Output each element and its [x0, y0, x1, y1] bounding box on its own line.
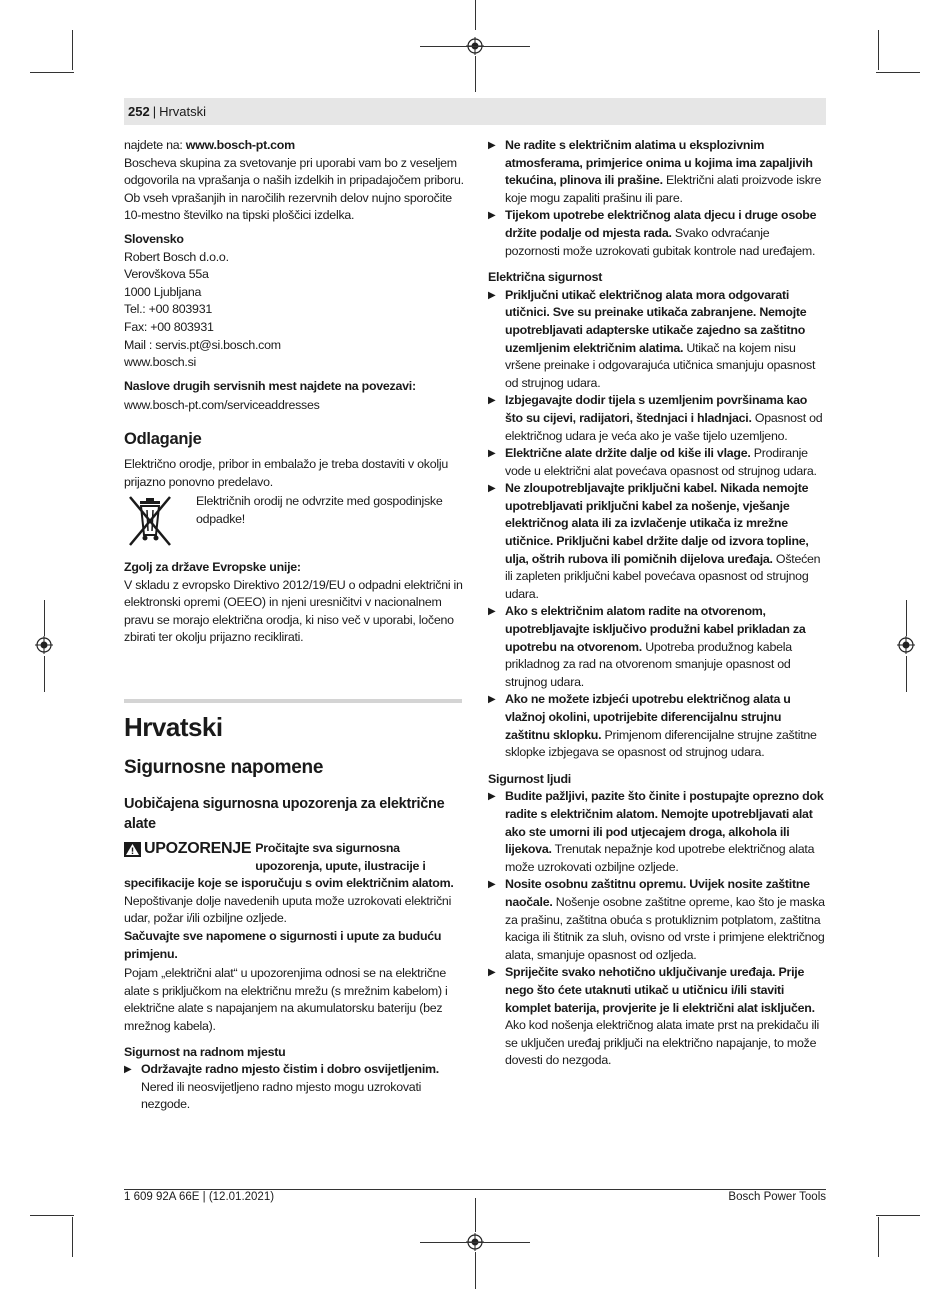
term-paragraph: Pojam „električni alat“ u upozorenjima odnosi se na električne alate s priključkom na električnu mrežu (s mrežnim kabelom) i električne alate s napajanjem na akumulatorsku bateriju (bez mrežnog kabela).	[124, 966, 448, 1033]
warning-triangle-icon	[124, 842, 141, 857]
bullet-arrow-icon: ▶	[488, 967, 496, 979]
warning-label: UPOZORENJE	[144, 840, 252, 858]
item-bold: Ako ne možete izbjeći upotrebu električnog alata u vlažnoj okolini, upotrijebite diferencijalnu strujnu zaštitnu sklopku.	[505, 692, 791, 742]
item-bold: Održavajte radno mjesto čistim i dobro osvijetljenim.	[141, 1062, 439, 1077]
header-language: Hrvatski	[159, 104, 207, 119]
item-bold: Ne radite s električnim alatima u eksplozivnim atmosferama, primjerice onima u kojima ima zapaljivih tekućina, plinova ili prašine.	[505, 138, 813, 188]
bullet-arrow-icon: ▶	[488, 791, 496, 803]
footer-brand: Bosch Power Tools	[728, 1191, 826, 1203]
item-bold: Nosite osobnu zaštitnu opremu. Uvijek nosite zaštitne naočale.	[505, 877, 810, 909]
crop-mark	[72, 1217, 73, 1257]
eu-heading: Zgolj za države Evropske unije:	[124, 560, 301, 575]
warning-text: Nepoštivanje dolje navedenih uputa može uzrokovati električni udar, požar i/ili ozbiljne ozljede.	[124, 893, 452, 926]
right-column	[488, 137, 826, 1070]
crop-mark	[475, 0, 476, 30]
keep-notes: Sačuvajte sve napomene o sigurnosti i upute za buduću primjenu.	[124, 929, 442, 961]
disposal-paragraph: Električno orodje, pribor in embalažo je treba dostaviti v okolju prijazno ponovno predelavo.	[124, 456, 448, 489]
bullet-arrow-icon: ▶	[488, 694, 496, 706]
item-text: Električni alati proizvode iskre koje mogu zapaliti prašinu ili pare.	[505, 173, 822, 205]
page-header	[128, 104, 206, 120]
warning-bold-text: Pročitajte sva sigurnosna upozorenja, upute, ilustracije i specifikacije koje se isporučuju s ovim električnim alatom.	[124, 841, 454, 891]
item-bold: Tijekom upotrebe električnog alata djecu i druge osobe držite podalje od mjesta rada.	[505, 208, 817, 240]
list-item	[488, 691, 826, 761]
crop-mark	[878, 30, 879, 70]
page-header-bar	[124, 98, 826, 125]
bullet-arrow-icon: ▶	[488, 879, 496, 891]
item-text: Trenutak nepažnje kod upotrebe električnog alata može uzrokovati ozbiljne ozljede.	[505, 842, 815, 874]
page-number: 252	[128, 104, 150, 119]
item-bold: Izbjegavajte dodir tijela s uzemljenim površinama kao što su cijevi, radijatori, štednjaci i hladnjaci.	[505, 393, 808, 425]
bullet-arrow-icon: ▶	[488, 210, 496, 222]
crop-mark	[44, 656, 45, 692]
bullet-arrow-icon: ▶	[488, 606, 496, 618]
crop-mark	[475, 1198, 476, 1232]
electrical-safety-heading: Električna sigurnost	[488, 270, 603, 285]
language-title: Hrvatski	[124, 712, 223, 743]
left-column	[124, 137, 464, 1114]
workplace-heading: Sigurnost na radnom mjestu	[124, 1044, 286, 1059]
item-text: Ako kod nošenja električnog alata imate prst na prekidaču ili se uključen uređaj priključi na električno napajanje, to može dovesti do nezgoda.	[505, 1018, 819, 1068]
weee-text: Električnih orodij ne odvrzite med gospodinjske odpadke!	[196, 494, 443, 526]
item-bold: Budite pažljivi, pazite što činite i postupajte oprezno dok radite s električnim alatom. Nemojte upotrebljavati alat ako ste umorni ili pod utjecajem droga, alkohola ili lijekova.	[505, 789, 824, 857]
item-text: Utikač na kojem nisu vršene preinake i odgovarajuća utičnica smanjuju opasnost od strujnog udara.	[505, 340, 816, 390]
bosch-website-link[interactable]: www.bosch-pt.com	[185, 138, 295, 152]
item-text: Upotreba produžnog kabela prikladnog za rad na otvorenom smanjuje opasnost od strujnog udara.	[505, 639, 792, 689]
disposal-heading: Odlaganje	[124, 429, 202, 448]
bullet-arrow-icon: ▶	[488, 448, 496, 460]
item-text: Primjenom diferencijalne strujne zaštitne sklopke izbjegava se opasnost od strujnog udara.	[505, 727, 817, 760]
address-line: Robert Bosch d.o.o.	[124, 249, 229, 264]
general-warnings-title: Uobičajena sigurnosna upozorenja za električne alate	[124, 796, 445, 833]
item-text: Nered ili neosvijetljeno radno mjesto mogu uzrokovati nezgode.	[141, 1079, 422, 1112]
intro-line	[124, 137, 464, 155]
item-text: Svako odvraćanje pozornosti može uzrokovati gubitak kontrole nad uređajem.	[505, 225, 816, 258]
item-text: Opasnost od električnog udara je veća ako je vaše tijelo uzemljeno.	[505, 410, 823, 443]
list-item	[488, 964, 826, 1070]
safety-title: Sigurnosne napomene	[124, 757, 324, 779]
crop-mark	[876, 72, 920, 73]
address-line: 1000 Ljubljana	[124, 284, 202, 299]
personal-safety-heading: Sigurnost ljudi	[488, 771, 571, 786]
intro-paragraph-2: Ob vseh vprašanjih in naročilih rezervnih delov nujno sporočite 10-mestno številko na tipski ploščici izdelka.	[124, 190, 452, 223]
bullet-arrow-icon: ▶	[488, 289, 496, 301]
crop-mark	[420, 46, 530, 47]
footer-document-id: 1 609 92A 66E | (12.01.2021)	[124, 1191, 275, 1203]
eu-paragraph: V skladu z evropsko Direktivo 2012/19/EU o odpadni električni in elektronski opremi (OEEO) in njeni uresničitvi v nacionalnem pravu se morajo električna orodja, ki niso več v uporabi, ločeno zbirati ter okolju prijazno reciklirati.	[124, 577, 463, 645]
item-text: Nošenje osobne zaštitne opreme, kao što je maska za prašinu, zaštitna obuća s protukliznim potplatom, zaštitna kaciga ili štitnik za sluh, ovisno od vrste i primjene električnog alata, smanjuje opasnost od ozljeda.	[505, 894, 825, 962]
intro-paragraph: Boscheva skupina za svetovanje pri uporabi vam bo z veseljem odgovorila na vprašanja o naših izdelkih in pripadajočem priboru.	[124, 155, 464, 188]
crop-mark	[420, 1242, 530, 1243]
registration-mark-icon	[35, 636, 53, 654]
address-block	[124, 249, 464, 372]
list-item	[488, 603, 826, 691]
item-bold: Priključni utikač električnog alata mora odgovarati utičnici. Sve su preinake utikača zabranjene. Nemojte upotrebljavati adapterske utikače zajedno sa zaštitno uzemljenim električnim alatima.	[505, 287, 807, 355]
bullet-arrow-icon: ▶	[488, 483, 496, 495]
crop-mark	[30, 1215, 74, 1216]
address-line: Fax: +00 803931	[124, 319, 214, 334]
list-item	[124, 1061, 464, 1114]
registration-mark-icon	[897, 636, 915, 654]
list-item	[488, 392, 826, 445]
crop-mark	[72, 30, 73, 70]
services-link[interactable]: www.bosch-pt.com/serviceaddresses	[124, 398, 320, 413]
address-line: Verovškova 55a	[124, 267, 209, 282]
footer-rule	[124, 1189, 826, 1190]
list-item	[488, 207, 826, 260]
weee-notice	[124, 493, 464, 547]
bullet-arrow-icon: ▶	[488, 395, 496, 407]
header-separator: |	[152, 104, 157, 119]
item-bold: Električne alate držite dalje od kiše ili vlage.	[505, 446, 751, 461]
list-item	[488, 137, 826, 207]
list-item	[488, 445, 826, 480]
crop-mark	[906, 656, 907, 692]
list-item	[488, 287, 826, 393]
crop-mark	[878, 1217, 879, 1257]
address-line: Mail : servis.pt@si.bosch.com	[124, 337, 281, 352]
services-heading: Naslove drugih servisnih mest najdete na povezavi:	[124, 378, 416, 393]
crop-mark	[475, 56, 476, 92]
bullet-arrow-icon: ▶	[488, 140, 496, 151]
warning-badge	[124, 840, 251, 858]
item-text: Prodiranje vode u električni alat povećava opasnost od strujnog udara.	[505, 446, 817, 478]
country-heading: Slovensko	[124, 231, 184, 246]
crop-mark	[44, 600, 45, 636]
item-bold: Spriječite svako nehotično uključivanje uređaja. Prije nego što ćete utaknuti utikač u utičnicu i/ili staviti komplet baterija, provjerite je li električni alat isključen.	[505, 965, 815, 1015]
crop-mark	[30, 72, 74, 73]
warning-block	[124, 840, 464, 928]
list-item	[488, 876, 826, 964]
item-text: Oštećen ili zapleten priključni kabel povećava opasnost od strujnog udara.	[505, 551, 821, 601]
address-line: www.bosch.si	[124, 355, 197, 370]
crop-mark	[475, 1252, 476, 1289]
item-bold: Ne zloupotrebljavajte priključni kabel. Nikada nemojte upotrebljavati priključni kabel za nošenje, vješanje električnog alata ili za izvlačenje utikača iz mrežne utičnice. Priključni kabel držite dalje od izvora topline, ulja, oštrih rubova ili pomičnih dijelova uređaja.	[505, 481, 809, 566]
crop-mark	[876, 1215, 920, 1216]
bullet-arrow-icon: ▶	[124, 1064, 132, 1076]
list-item	[488, 788, 826, 876]
item-bold: Ako s električnim alatom radite na otvorenom, upotrebljavajte isključivo produžni kabel prikladan za upotrebu na otvorenom.	[505, 604, 806, 654]
crop-mark	[906, 600, 907, 636]
crossed-bin-icon	[126, 495, 174, 547]
section-divider	[124, 699, 462, 703]
intro-prefix: najdete na:	[124, 138, 186, 152]
list-item	[488, 480, 826, 603]
address-line: Tel.: +00 803931	[124, 302, 212, 317]
